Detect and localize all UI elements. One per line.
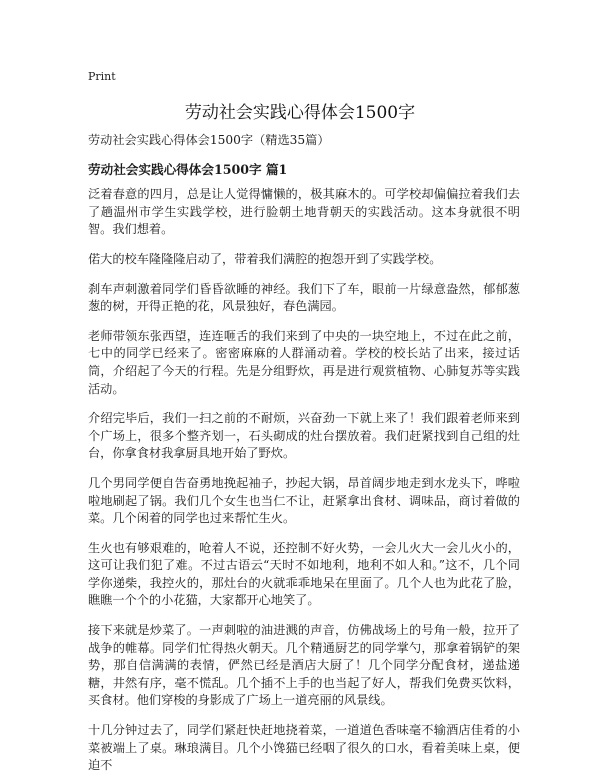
paragraph: 接下来就是炒菜了。一声刺啦的油进溅的声音，仿佛战场上的号角一般，拉开了战争的帷幕。同学们忙得热火朝天。几个精通厨艺的同学掌勺，那拿着锅铲的架势，那自信满满的表情，俨然已经是酒店大厨了！几个同学分配食材，递盐递糖，井然有序，毫不慌乱。几个插不上手的也当起了好人，帮我们免费买饮料，买食材。他们穿梭的身影成了广场上一道亮丽的风景线。 bbox=[88, 623, 520, 708]
paragraph: 介绍完毕后，我们一扫之前的不耐烦，兴奋劲一下就上来了！我们跟着老师来到个广场上，很多个整齐划一，石头砌成的灶台摆放着。我们赶紧找到自己组的灶台，你拿食材我拿厨具地开始了野炊。 bbox=[88, 411, 520, 461]
paragraph: 生火也有够艰难的，呛着人不说，还控制不好火势，一会儿火大一会儿火小的，这可让我们犯了难。不过古语云“天时不如地利，地利不如人和。”这不，几个同学你递柴，我控火的，那灶台的火就乖乖地呆在里面了。几个人也为此花了脸，瞧瞧一个个的小花猫，大家都开心地笑了。 bbox=[88, 540, 520, 608]
document-body bbox=[88, 132, 520, 776]
paragraph: 泛着春意的四月，总是让人觉得慵懒的，极其麻木的。可学校却偏偏拉着我们去了趟温州市学生实践学校，进行脸朝土地背朝天的实践活动。这本身就很不明智。我们想着。 bbox=[88, 187, 520, 237]
paragraph: 几个男同学便自告奋勇地挽起袖子，抄起大锅，昂首阔步地走到水龙头下，哗啦啦地刷起了锅。我们几个女生也当仁不让，赶紧拿出食材、调味品，商讨着做的菜。几个闲着的同学也过来帮忙生火。 bbox=[88, 475, 520, 526]
paragraph: 老师带领东张西望，连连咂舌的我们来到了中央的一块空地上，不过在此之前，七中的同学已经来了。密密麻麻的人群涌动着。学校的校长站了出来，接过话筒，介绍起了今天的行程。先是分组野炊，再是进行观赏植物、心肺复苏等实践活动。 bbox=[88, 328, 520, 396]
document-subtitle: 劳动社会实践心得体会1500字（精选35篇） bbox=[88, 133, 330, 147]
paragraph: 十几分钟过去了，同学们紧赶快赶地挠着菜，一道道色香味毫不输酒店佳肴的小菜被端上了桌。琳琅满目。几个小馋猫已经咽了很久的口水，看着美味上桌，便迫不 bbox=[88, 723, 520, 773]
print-label[interactable]: Print bbox=[88, 70, 116, 83]
paragraph: 偌大的校车隆隆隆启动了，带着我们满腔的抱怨开到了实践学校。 bbox=[88, 251, 442, 266]
paragraph: 刹车声刺激着同学们昏昏欲睡的神经。我们下了车，眼前一片绿意盎然，郁郁葱葱的树，开得正艳的花，风景独好，春色满园。 bbox=[88, 281, 520, 314]
document-title: 劳动社会实践心得体会1500字 bbox=[184, 103, 416, 123]
section-heading: 劳动社会实践心得体会1500字 篇1 bbox=[88, 161, 288, 177]
